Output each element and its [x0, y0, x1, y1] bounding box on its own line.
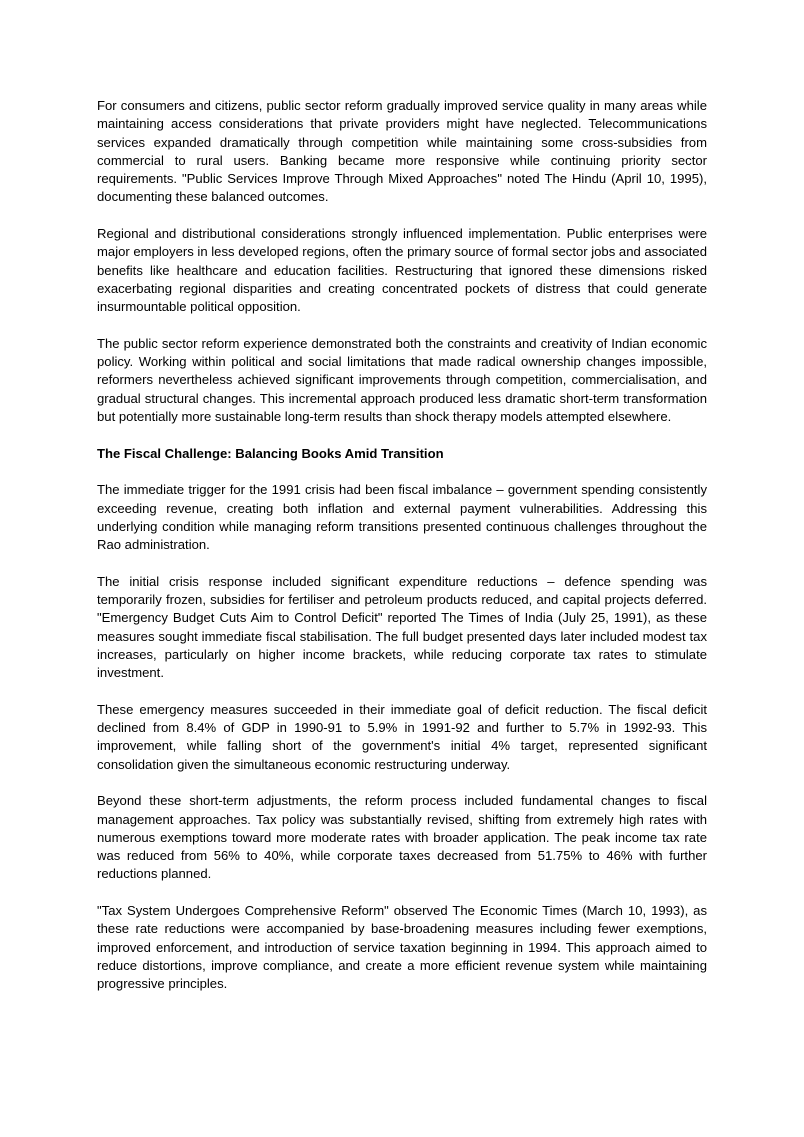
section-heading: The Fiscal Challenge: Balancing Books Amid Transition: [97, 445, 444, 461]
paragraph-immediate-trigger: The immediate trigger for the 1991 crisis had been fiscal imbalance – government spending consistently exceeding revenue, creating both inflation and external payment vulnerabilities. Addressing this underlying condition while managing reform transitions presented continuous challenges throughout the Rao administration.: [97, 482, 707, 553]
paragraph-regional-distributional: Regional and distributional considerations strongly influenced implementation. Public enterprises were major employers in less developed regions, often the primary source of formal sector jobs and associated benefits like healthcare and education facilities. Restructuring that ignored these dimensions risked exacerbating regional disparities and creating concentrated pockets of distress that could generate insurmountable political opposition.: [97, 226, 707, 315]
paragraph-emergency-measures: These emergency measures succeeded in their immediate goal of deficit reduction. The fiscal deficit declined from 8.4% of GDP in 1990-91 to 5.9% in 1991-92 and further to 5.7% in 1992-93. This improvement, while falling short of the government's initial 4% target, represented significant consolidation given the simultaneous economic restructuring underway.: [97, 701, 707, 772]
paragraph-consumers-citizens: For consumers and citizens, public sector reform gradually improved service quality in many areas while maintaining access considerations that private providers might have neglected. Telecommunications services expanded dramatically through competition while maintaining some cross-subsidies from commercial to rural users. Banking became more responsive while continuing priority sector requirements. "Public Services Improve Through Mixed Approaches" noted The Hindu (April 10, 1995), documenting these balanced outcomes.: [97, 98, 707, 205]
paragraph-initial-crisis-response: The initial crisis response included significant expenditure reductions – defence spending was temporarily frozen, subsidies for fertiliser and petroleum products reduced, and capital projects deferred. "Emergency Budget Cuts Aim to Control Deficit" reported The Times of India (July 25, 1991), as these measures sought immediate fiscal stabilisation. The full budget presented days later included modest tax increases, particularly on higher income brackets, while reducing corporate tax rates to stimulate investment.: [97, 573, 707, 681]
paragraph-fiscal-management: Beyond these short-term adjustments, the reform process included fundamental changes to fiscal management approaches. Tax policy was substantially revised, shifting from extremely high rates with numerous exemptions toward more moderate rates with broader application. The peak income tax rate was reduced from 56% to 40%, while corporate taxes decreased from 51.75% to 46% with further reductions planned.: [97, 793, 707, 882]
paragraph-tax-system-reform: "Tax System Undergoes Comprehensive Reform" observed The Economic Times (March 10, 1993), as these rate reductions were accompanied by base-broadening measures including fewer exemptions, improved enforcement, and introduction of service taxation beginning in 1994. This approach aimed to reduce distortions, improve compliance, and create a more efficient revenue system while maintaining progressive principles.: [97, 903, 707, 992]
document-page: [97, 97, 707, 1012]
paragraph-reform-experience: The public sector reform experience demonstrated both the constraints and creativity of Indian economic policy. Working within political and social limitations that made radical ownership changes impossible, reformers nevertheless achieved significant improvements through competition, commercialisation, and gradual structural changes. This incremental approach produced less dramatic short-term transformation but potentially more sustainable long-term results than shock therapy models attempted elsewhere.: [97, 335, 707, 425]
